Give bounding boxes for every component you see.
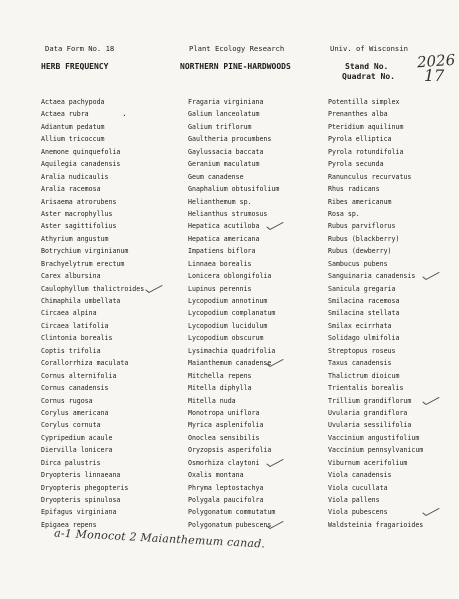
checkmark-icon <box>145 284 163 294</box>
species-row <box>41 270 181 282</box>
species-name: Corallorrhiza maculata <box>41 359 129 368</box>
species-row <box>328 444 459 456</box>
species-row <box>328 283 459 295</box>
species-name: Polygonatum commutatum <box>188 508 276 517</box>
species-row <box>188 183 328 195</box>
forest-type: NORTHERN PINE-HARDWOODS <box>180 62 291 71</box>
species-row <box>328 196 459 208</box>
species-row <box>188 158 328 170</box>
species-row <box>41 482 181 494</box>
species-row <box>328 220 459 232</box>
species-name: Trientalis borealis <box>328 384 404 393</box>
species-row <box>188 270 328 282</box>
species-name: Gaultheria procumbens <box>188 135 272 144</box>
species-row <box>328 357 459 369</box>
species-name: Polygonatum pubescens <box>188 520 272 529</box>
species-row <box>328 183 459 195</box>
species-name: Adiantum pedatum <box>41 122 105 131</box>
species-name: Oxalis montana <box>188 471 244 480</box>
species-row <box>188 432 328 444</box>
species-name: Aralia nudicaulis <box>41 172 109 181</box>
species-name: Lycopodium obscurum <box>188 334 264 343</box>
species-name: Viola pallens <box>328 496 380 504</box>
species-name: Dryopteris linnaeana <box>41 471 121 480</box>
species-row <box>328 121 459 133</box>
species-row <box>41 407 181 419</box>
species-name: Allium tricoccum <box>41 135 105 144</box>
species-row <box>328 158 459 170</box>
species-name: Pteridium aquilinum <box>328 122 404 131</box>
species-row <box>41 233 181 245</box>
species-name: Dirca palustris <box>41 458 101 467</box>
species-name: Smilacina racemosa <box>328 297 400 305</box>
species-row <box>41 357 181 369</box>
species-name: Maianthemum canadense <box>188 359 272 368</box>
species-row <box>328 432 459 444</box>
species-name: Circaea alpina <box>41 309 97 318</box>
species-name: Chimaphila umbellata <box>41 297 121 305</box>
species-name: Thalictrum dioicum <box>328 371 400 380</box>
species-name: Polygala paucifolra <box>188 496 264 504</box>
species-row <box>41 506 181 518</box>
species-name: Geranium maculatum <box>188 160 260 169</box>
species-row <box>41 395 181 407</box>
species-row <box>188 320 328 332</box>
species-name: Hepatica americana <box>188 234 260 243</box>
species-row <box>328 208 459 220</box>
species-name: Epigaea repens <box>41 520 97 529</box>
species-name: Waldsteinia fragarioides <box>328 520 424 529</box>
species-row <box>41 196 181 208</box>
species-name: Mitchella repens <box>188 371 252 380</box>
species-name: Sambucus pubens <box>328 259 388 268</box>
species-row <box>41 469 181 481</box>
species-row <box>41 419 181 431</box>
species-name: Oryzopsis asperifolia <box>188 446 272 455</box>
species-row <box>328 419 459 431</box>
species-row <box>188 370 328 382</box>
species-name: Viburnum acerifolium <box>328 458 408 467</box>
species-name: Pyrola elliptica <box>328 135 392 144</box>
species-row <box>188 220 328 232</box>
species-name: Circaea latifolia <box>41 321 109 330</box>
species-name: Viola canadensis <box>328 471 392 480</box>
species-row <box>41 121 181 133</box>
species-row <box>328 233 459 245</box>
species-row <box>188 96 328 108</box>
species-name: Vaccinium pennsylvanicum <box>328 446 424 455</box>
species-row <box>41 258 181 270</box>
species-name: Aralia racemosa <box>41 185 101 194</box>
species-name: Monotropa uniflora <box>188 408 260 417</box>
species-name: Galium lanceolatum <box>188 110 260 119</box>
species-row <box>188 444 328 456</box>
species-row <box>41 208 181 220</box>
species-row <box>328 133 459 145</box>
species-name: Helianthus strumosus <box>188 209 268 218</box>
species-row <box>188 457 328 469</box>
species-row <box>188 382 328 394</box>
university: Univ. of Wisconsin <box>330 44 408 53</box>
species-row <box>41 457 181 469</box>
species-name: Clintonia borealis <box>41 334 113 343</box>
species-row <box>188 245 328 257</box>
species-name: Cornus alternifolia <box>41 371 117 380</box>
species-name: Corylus cornuta <box>41 421 101 430</box>
species-name: Dryopteris spinulosa <box>41 496 121 504</box>
species-name: Streptopus roseus <box>328 346 396 355</box>
species-name: Pyrola rotundifolia <box>328 147 404 156</box>
species-row <box>188 196 328 208</box>
stray-mark: . <box>122 109 127 118</box>
species-row <box>188 407 328 419</box>
species-row <box>188 519 328 531</box>
species-name: Mitella diphylla <box>188 384 252 393</box>
species-row <box>328 295 459 307</box>
species-row <box>328 108 459 120</box>
species-name: Ranunculus recurvatus <box>328 172 412 181</box>
species-name: Cypripedium acaule <box>41 433 113 442</box>
species-row <box>41 158 181 170</box>
species-name: Lupinus perennis <box>188 284 252 293</box>
species-row <box>41 307 181 319</box>
stand-number-handwritten: 2026 <box>416 50 456 72</box>
species-name: Athyrium angustum <box>41 234 109 243</box>
species-name: Mitella nuda <box>188 396 236 405</box>
species-column-1 <box>41 96 181 531</box>
species-row <box>41 494 181 506</box>
form-title: HERB FREQUENCY <box>41 62 109 71</box>
species-row <box>41 370 181 382</box>
species-name: Sanicula gregaria <box>328 284 396 293</box>
species-name: Anemone quinquefolia <box>41 147 121 156</box>
species-row <box>328 469 459 481</box>
species-name: Rubus parviflorus <box>328 222 396 231</box>
species-name: Rosa sp. <box>328 209 360 218</box>
species-row <box>328 494 459 506</box>
checkmark-icon <box>266 520 284 530</box>
species-name: Gnaphalium obtusifolium <box>188 185 280 194</box>
species-name: Taxus canadensis <box>328 359 392 368</box>
species-name: Potentilla simplex <box>328 98 400 106</box>
species-row <box>41 108 181 120</box>
species-name: Dryopteris phegopteris <box>41 483 129 492</box>
species-row <box>41 220 181 232</box>
species-name: Impatiens biflora <box>188 247 256 256</box>
species-name: Lysimachia quadrifolia <box>188 346 276 355</box>
species-name: Galium triflorum <box>188 122 252 131</box>
species-name: Caulophyllum thalictroides <box>41 284 145 293</box>
species-row <box>328 307 459 319</box>
species-row <box>328 395 459 407</box>
species-row <box>41 133 181 145</box>
species-row <box>188 419 328 431</box>
species-name: Linnaea borealis <box>188 259 252 268</box>
species-row <box>188 332 328 344</box>
species-row <box>328 370 459 382</box>
checkmark-icon <box>422 396 440 406</box>
species-row <box>41 345 181 357</box>
species-row <box>41 183 181 195</box>
species-row <box>328 519 459 531</box>
species-row <box>328 258 459 270</box>
checkmark-icon <box>266 358 284 368</box>
species-row <box>328 96 459 108</box>
checkmark-icon <box>422 507 440 517</box>
species-column-3 <box>328 96 459 531</box>
species-row <box>41 444 181 456</box>
species-name: Brachyelytrum erectum <box>41 259 125 268</box>
quadrat-number-handwritten: 17 <box>424 66 445 85</box>
species-name: Actaea pachypoda <box>41 98 105 106</box>
species-row <box>41 245 181 257</box>
species-name: Cornus canadensis <box>41 384 109 393</box>
checkmark-icon <box>422 271 440 281</box>
species-name: Helianthemum sp. <box>188 197 252 206</box>
species-row <box>188 494 328 506</box>
checkmark-icon <box>266 221 284 231</box>
species-row <box>41 171 181 183</box>
species-name: Aster macrophyllus <box>41 209 113 218</box>
species-row <box>328 506 459 518</box>
species-name: Viola pubescens <box>328 508 388 517</box>
species-name: Viola cucullata <box>328 483 388 492</box>
form-number: Data Form No. 18 <box>45 44 115 53</box>
species-name: Geum canadense <box>188 172 244 181</box>
species-row <box>188 258 328 270</box>
species-name: Lonicera oblongifolia <box>188 272 272 281</box>
species-row <box>41 382 181 394</box>
species-row <box>328 345 459 357</box>
species-row <box>328 332 459 344</box>
species-name: Rubus (dewberry) <box>328 247 392 256</box>
species-row <box>188 307 328 319</box>
species-name: Prenanthes alba <box>328 110 388 119</box>
species-row <box>41 146 181 158</box>
species-row <box>188 233 328 245</box>
species-name: Ribes americanum <box>328 197 392 206</box>
species-row <box>188 469 328 481</box>
species-row <box>328 382 459 394</box>
species-row <box>188 482 328 494</box>
handwritten-note: a-1 Monocot 2 Maianthemum canad. <box>53 526 266 551</box>
species-name: Uvularia sessilifolia <box>328 421 412 430</box>
species-name: Uvularia grandiflora <box>328 408 408 417</box>
species-row <box>328 407 459 419</box>
species-name: Carex albursina <box>41 272 101 281</box>
species-name: Pyrola secunda <box>328 160 384 169</box>
species-row <box>41 320 181 332</box>
species-name: Smilacina stellata <box>328 309 400 318</box>
species-name: Coptis trifolia <box>41 346 101 355</box>
species-name: Actaea rubra <box>41 110 89 119</box>
species-row <box>41 96 181 108</box>
species-row <box>188 208 328 220</box>
species-row <box>328 482 459 494</box>
species-name: Gaylussacia baccata <box>188 147 264 156</box>
species-name: Lycopodium complanatum <box>188 309 276 318</box>
species-name: Solidago ulmifolia <box>328 334 400 343</box>
species-row <box>188 506 328 518</box>
species-name: Rhus radicans <box>328 185 380 194</box>
species-name: Aster sagittifolius <box>41 222 117 231</box>
species-name: Botrychium virginianum <box>41 247 129 256</box>
species-row <box>188 171 328 183</box>
species-name: Diervilla lonicera <box>41 446 113 455</box>
organization: Plant Ecology Research <box>189 44 285 53</box>
species-row <box>188 345 328 357</box>
species-name: Arisaema atrorubens <box>41 197 117 206</box>
species-name: Vaccinium angustifolium <box>328 433 420 442</box>
checkmark-icon <box>266 458 284 468</box>
species-row <box>188 283 328 295</box>
species-row <box>188 121 328 133</box>
species-row <box>328 146 459 158</box>
species-row <box>188 395 328 407</box>
species-name: Sanguinaria canadensis <box>328 272 416 281</box>
species-name: Phryma leptostachya <box>188 483 264 492</box>
species-row <box>188 133 328 145</box>
species-row <box>41 332 181 344</box>
species-row <box>188 357 328 369</box>
species-row <box>328 320 459 332</box>
species-row <box>188 108 328 120</box>
species-column-2 <box>188 96 328 531</box>
species-name: Aquilegia canadensis <box>41 160 121 169</box>
species-name: Cornus rugosa <box>41 396 93 405</box>
species-name: Myrica asplenifolia <box>188 421 264 430</box>
species-row <box>41 295 181 307</box>
species-name: Lycopodium lucidulum <box>188 321 268 330</box>
species-row <box>188 146 328 158</box>
species-name: Trillium grandiflorum <box>328 396 412 405</box>
species-row <box>328 245 459 257</box>
species-row <box>188 295 328 307</box>
species-name: Corylus americana <box>41 408 109 417</box>
species-name: Hepatica acutiloba <box>188 222 260 231</box>
species-name: Epifagus virginiana <box>41 508 117 517</box>
species-row <box>328 171 459 183</box>
species-name: Smilax ecirrhata <box>328 321 392 330</box>
quadrat-label: Quadrat No. <box>342 72 395 81</box>
species-name: Lycopodium annotinum <box>188 297 268 305</box>
species-name: Onoclea sensibilis <box>188 433 260 442</box>
stand-label: Stand No. <box>345 62 389 71</box>
species-row <box>328 457 459 469</box>
species-name: Rubus (blackberry) <box>328 234 400 243</box>
species-name: Fragaria virginiana <box>188 98 264 106</box>
species-name: Osmorhiza claytoni <box>188 458 260 467</box>
species-row <box>328 270 459 282</box>
species-row <box>41 283 181 295</box>
species-row <box>41 432 181 444</box>
